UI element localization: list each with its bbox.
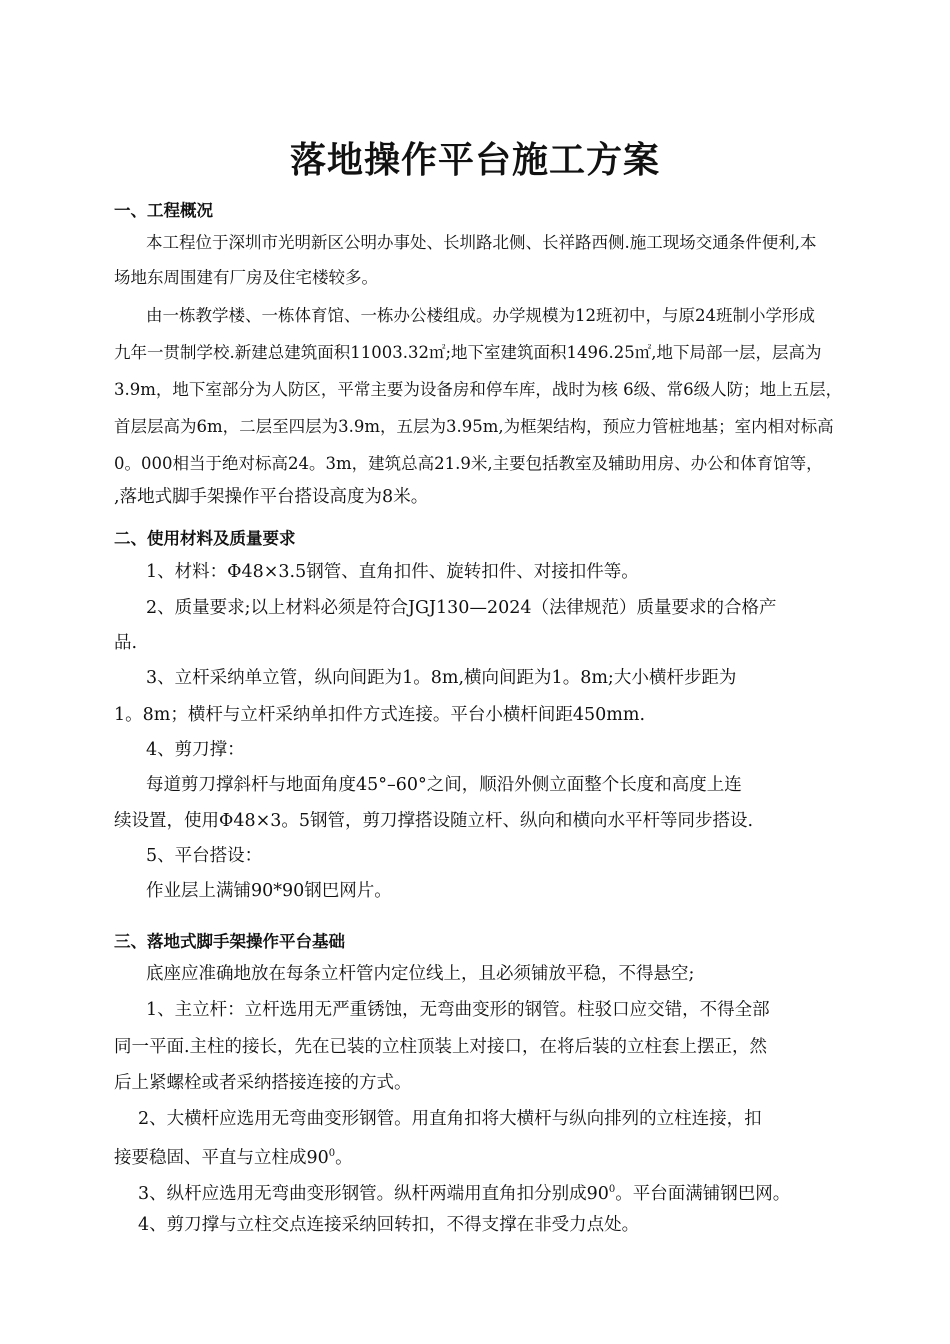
- section-2-item-4-desc-line-1: 每道剪刀撑斜杆与地面角度45°–60°之间，顺沿外侧立面整个长度和高度上连: [146, 775, 742, 795]
- section-2-item-2-line-2: 品.: [114, 633, 138, 653]
- section-1-para-2-line-3: 3.9m，地下室部分为人防区，平常主要为设备房和停车库，战时为核 6级、常6级人防；地上五层，: [114, 380, 843, 399]
- section-1-para-2-line-5: 0。000相当于绝对标高24。3m，建筑总高21.9米,主要包括教室及辅助用房、办公和体育馆等，: [114, 454, 823, 473]
- page-title: 落地操作平台施工方案: [289, 140, 660, 181]
- degree-superscript: 0: [328, 1148, 336, 1159]
- section-2-item-1: 1、材料：Φ48×3.5钢管、直角扣件、旋转扣件、对接扣件等。: [146, 562, 639, 582]
- section-1-heading: 一、工程概况: [114, 201, 213, 220]
- section-3-item-1-line-2: 同一平面.主柱的接长，先在已装的立柱顶装上对接口，在将后装的立柱套上摆正，然: [114, 1037, 768, 1057]
- section-3-item-3-text: 3、纵杆应选用无弯曲变形钢管。纵杆两端用直角扣分别成90: [138, 1183, 609, 1204]
- section-3-intro: 底座应准确地放在每条立杆管内定位线上，且必须铺放平稳，不得悬空;: [146, 964, 695, 984]
- section-1-para-2-line-2: 九年一贯制学校.新建总建筑面积11003.32㎡;地下室建筑面积1496.25㎡,地下局部一层，层高为: [114, 343, 822, 362]
- section-3-item-2-line-2-end: 。: [335, 1147, 353, 1168]
- section-3-item-1-line-1: 1、主立杆：立杆选用无严重锈蚀，无弯曲变形的钢管。柱驳口应交错，不得全部: [146, 1000, 770, 1020]
- section-3-item-2-line-2: [114, 1143, 353, 1169]
- degree-superscript: 0: [608, 1184, 616, 1195]
- section-2-item-5: 5、平台搭设：: [146, 846, 263, 866]
- section-3-item-3-end: 。平台面满铺钢巴网。: [615, 1183, 791, 1204]
- section-3-heading: 三、落地式脚手架操作平台基础: [114, 932, 345, 951]
- section-2-item-2-line-1: 2、质量要求;以上材料必须是符合JGJ130—2024（法律规范）质量要求的合格产: [146, 598, 777, 618]
- section-3-item-2-line-1: 2、大横杆应选用无弯曲变形钢管。用直角扣将大横杆与纵向排列的立柱连接，扣: [138, 1109, 762, 1129]
- section-3-item-4: 4、剪刀撑与立柱交点连接采纳回转扣，不得支撑在非受力点处。: [138, 1215, 640, 1235]
- section-1-para-2-line-6: ,落地式脚手架操作平台搭设高度为8米。: [114, 487, 429, 507]
- section-2-item-4: 4、剪刀撑：: [146, 740, 245, 760]
- section-1-para-2-line-1: 由一栋教学楼、一栋体育馆、一栋办公楼组成。办学规模为12班初中，与原24班制小学形成: [146, 306, 815, 325]
- section-1-para-2-line-4: 首层层高为6m，二层至四层为3.9m，五层为3.95m,为框架结构，预应力管桩地基；室内相对标高: [114, 417, 834, 436]
- section-3-item-3: [138, 1179, 790, 1205]
- section-1-para-1-line-2: 场地东周围建有厂房及住宅楼较多。: [114, 268, 378, 287]
- section-3-item-1-line-3: 后上紧螺栓或者采纳搭接连接的方式。: [114, 1073, 412, 1093]
- section-2-item-3-line-2: 1。8m；横杆与立杆采纳单扣件方式连接。平台小横杆间距450mm.: [114, 705, 646, 725]
- section-2-item-5-desc: 作业层上满铺90*90钢巴网片。: [146, 881, 392, 901]
- section-1-para-1-line-1: 本工程位于深圳市光明新区公明办事处、长圳路北侧、长祥路西侧.施工现场交通条件便利,本: [146, 233, 817, 252]
- section-2-heading: 二、使用材料及质量要求: [114, 529, 296, 548]
- section-2-item-4-desc-line-2: 续设置，使用Φ48×3。5钢管，剪刀撑搭设随立杆、纵向和横向水平杆等同步搭设.: [114, 811, 754, 831]
- section-3-item-2-line-2-text: 接要稳固、平直与立柱成90: [114, 1147, 329, 1168]
- section-2-item-3-line-1: 3、立杆采纳单立管，纵向间距为1。8m,横向间距为1。8m;大小横杆步距为: [146, 668, 737, 688]
